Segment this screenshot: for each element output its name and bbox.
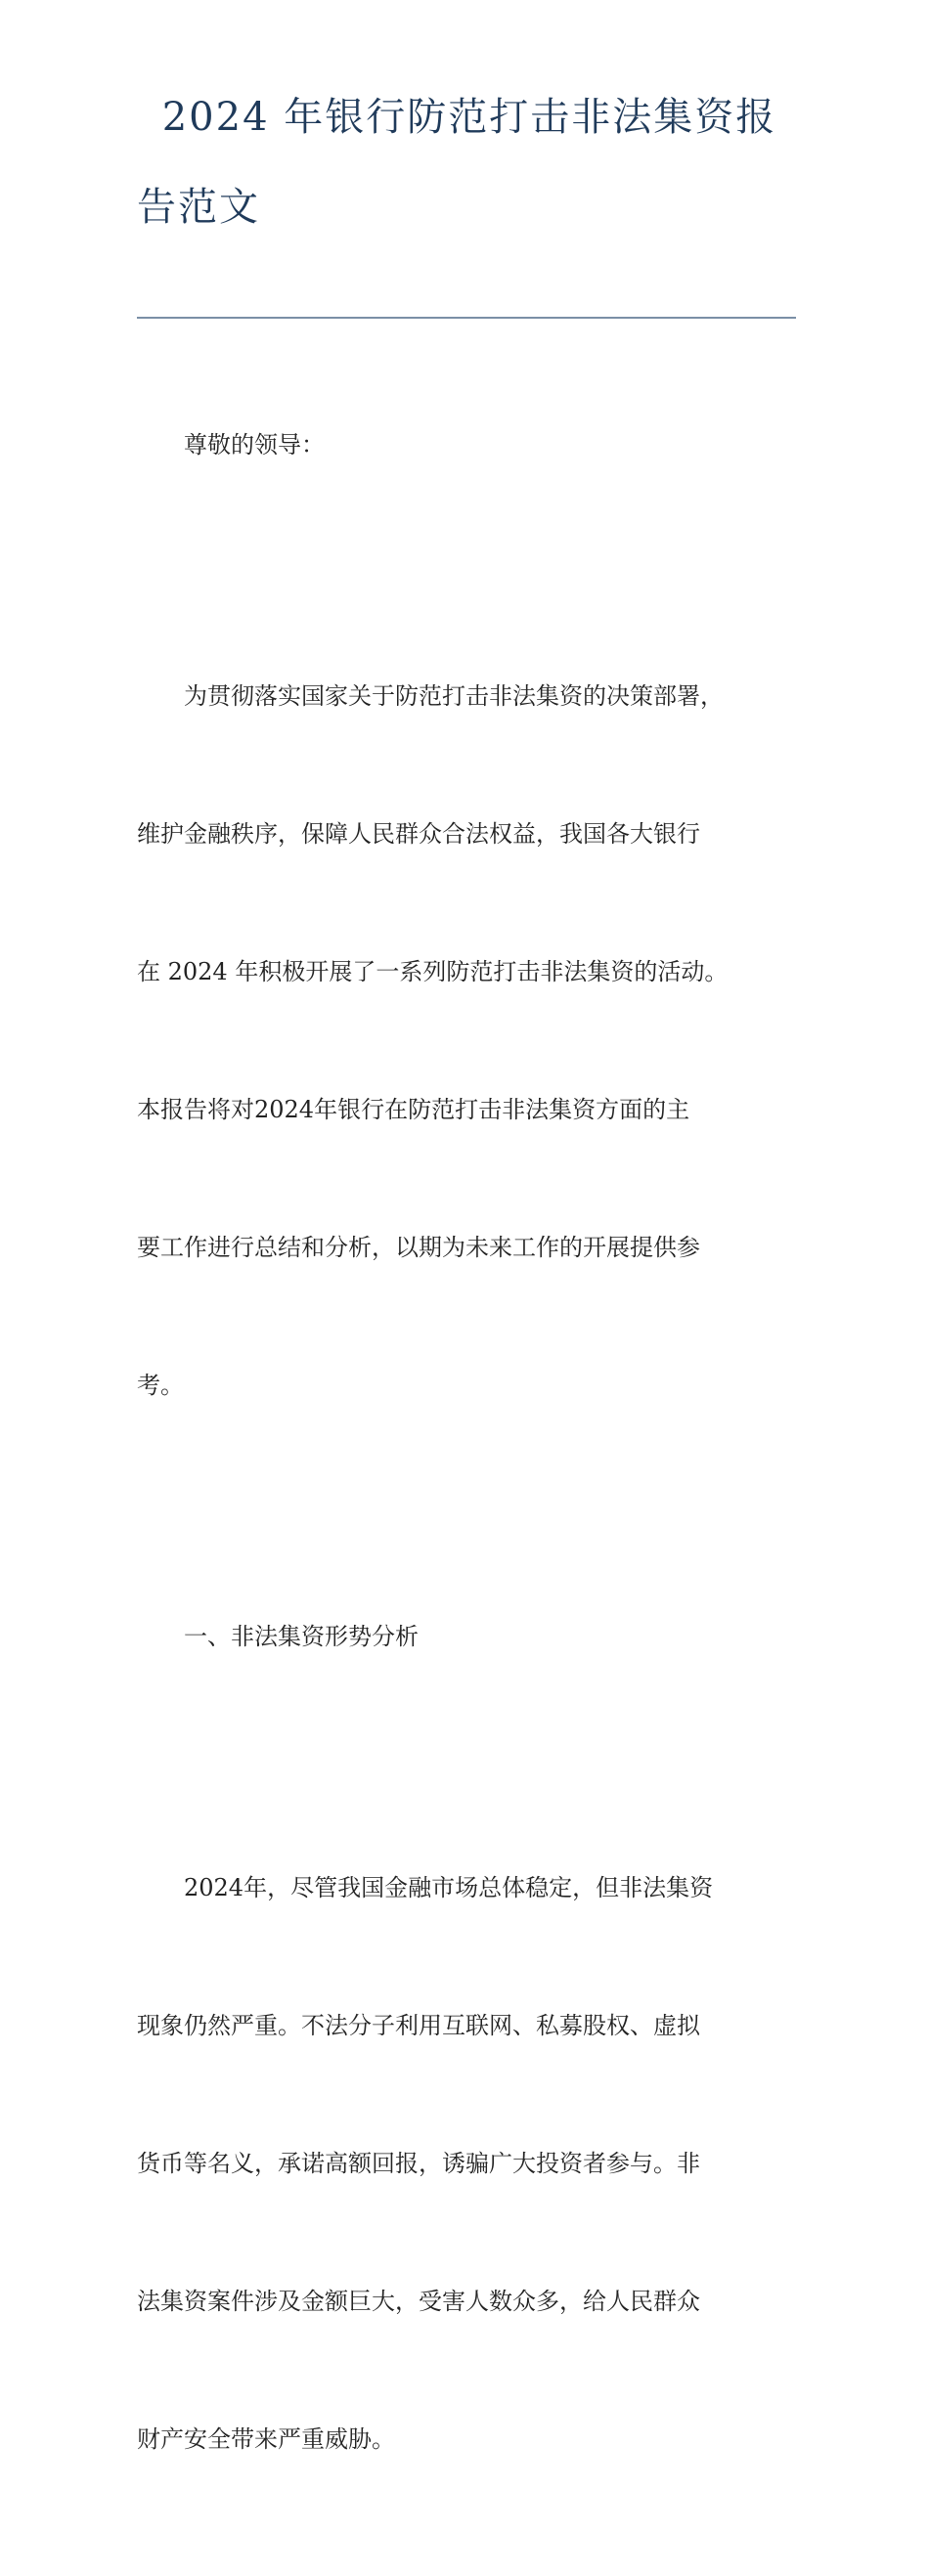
paragraph-line: 本报告将对2024年银行在防范打击非法集资方面的主 (137, 1096, 690, 1123)
paragraph-line: 现象仍然严重。不法分子利用互联网、私募股权、虚拟 (137, 2012, 700, 2039)
paragraph-line: 财产安全带来严重威胁。 (137, 2425, 395, 2453)
paragraph-line: 在 2024 年积极开展了一系列防范打击非法集资的活动。 (137, 958, 729, 985)
title-divider (137, 317, 796, 319)
paragraph-line: 法集资案件涉及金额巨大，受害人数众多，给人民群众 (137, 2288, 700, 2315)
document-title (137, 86, 802, 239)
section-heading-1 (137, 1522, 821, 1752)
salutation (137, 330, 821, 560)
paragraph-line: 考。 (137, 1372, 184, 1399)
title-line-2: 告范文 (137, 185, 260, 230)
paragraph-line: 货币等名义，承诺高额回报，诱骗广大投资者参与。非 (137, 2150, 700, 2177)
paragraph-situation (137, 1773, 821, 2554)
paragraph-line: 为贯彻落实国家关于防范打击非法集资的决策部署， (184, 682, 724, 710)
paragraph-line: 维护金融秩序，保障人民群众合法权益，我国各大银行 (137, 820, 700, 848)
paragraph-line: 要工作进行总结和分析，以期为未来工作的开展提供参 (137, 1234, 700, 1261)
salutation-text: 尊敬的领导： (184, 431, 325, 458)
title-line-1: 2024 年银行防范打击非法集资报 (161, 95, 777, 140)
paragraph-intro (137, 582, 821, 1501)
paragraph-line: 2024年，尽管我国金融市场总体稳定，但非法集资 (184, 1874, 714, 1901)
document-body (137, 330, 821, 2576)
section-heading-text: 一、非法集资形势分析 (184, 1623, 419, 1650)
